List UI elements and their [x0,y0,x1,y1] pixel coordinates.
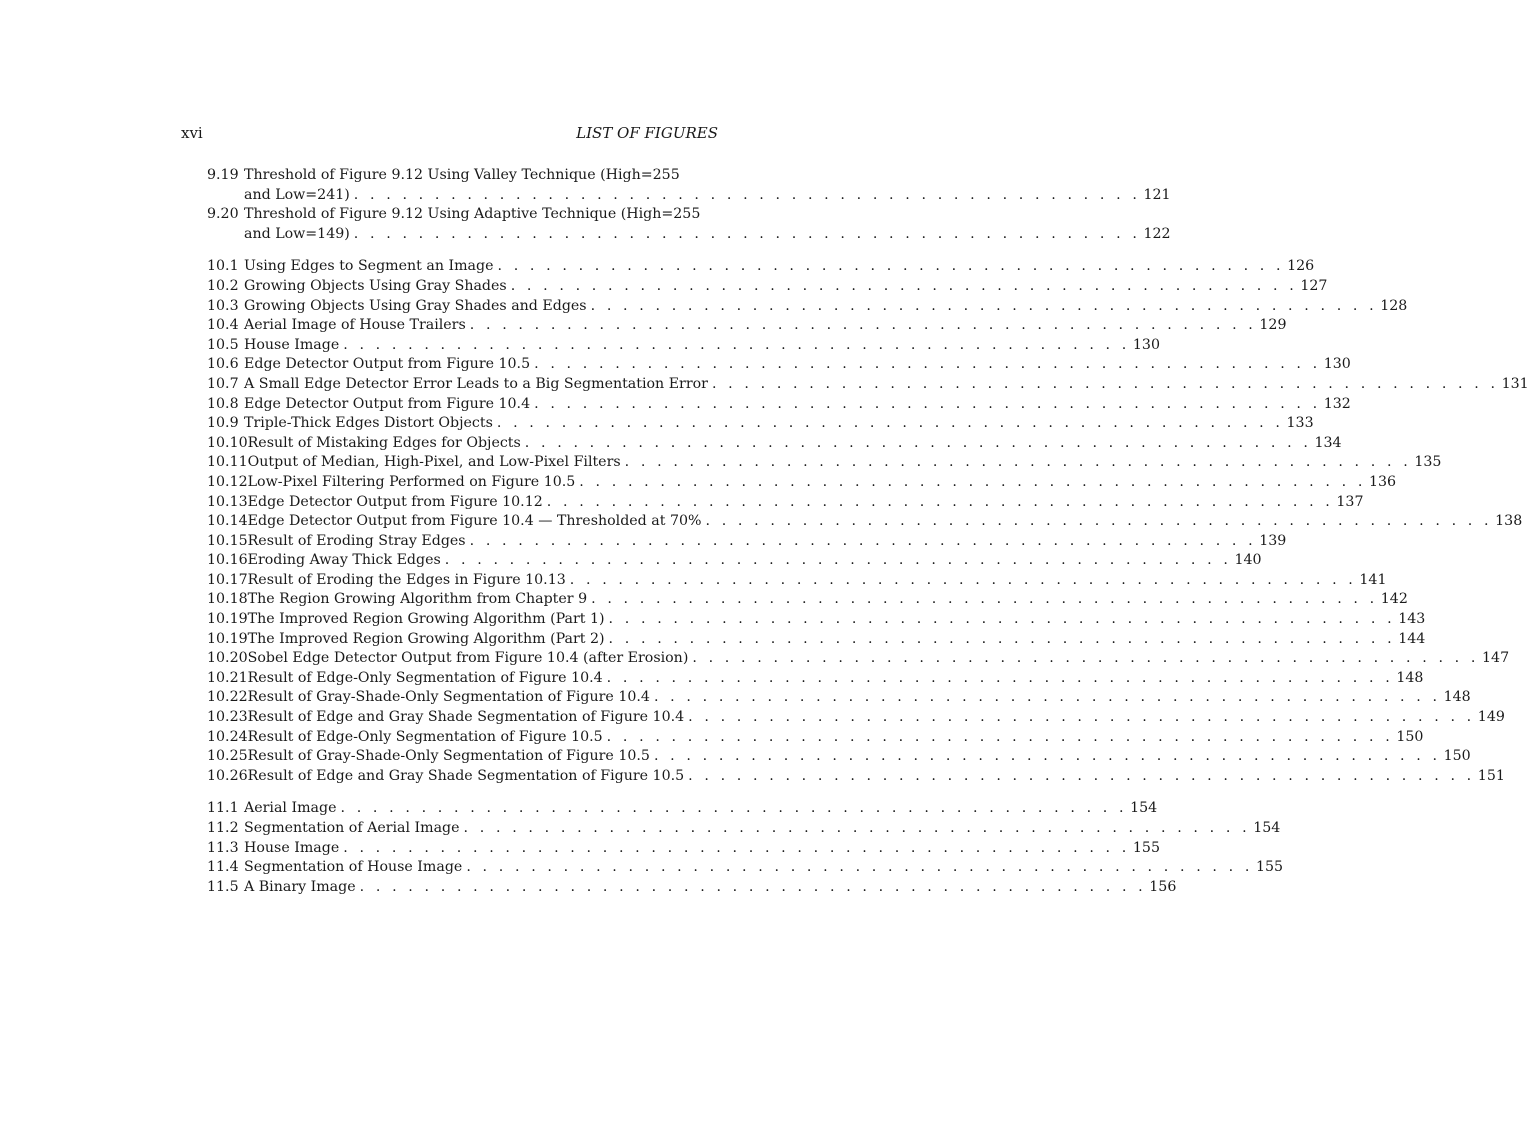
figure-title: Low-Pixel Filtering Performed on Figure 10.5 [247,473,576,490]
leader-dots: . . . . . . . . . . . . . . . . . . . . . . . . . . . . . . . . . . . . . . . . . . . . . . . . . [469,532,1257,549]
figure-page-number: 142 [1380,591,1408,608]
figure-entry-first-line [207,205,717,225]
figure-title-line: Threshold of Figure 9.12 Using Valley Technique (High=255 [244,167,680,183]
figure-title: Edge Detector Output from Figure 10.12 [247,493,543,510]
figure-number: 10.10 [207,434,248,451]
figure-page-number: 132 [1323,395,1351,412]
figure-number: 11.2 [207,820,239,836]
leader-dots: . . . . . . . . . . . . . . . . . . . . . . . . . . . . . . . . . . . . . . . . . . . . . . . . . [688,709,1475,726]
figure-entry[interactable] [207,375,1529,395]
figure-page-number: 121 [1143,186,1171,203]
figure-number: 10.17 [207,571,248,588]
figure-page-number: 148 [1396,669,1424,686]
figure-page-number: 138 [1495,513,1523,530]
figure-entry[interactable] [207,649,1510,669]
figure-title: Sobel Edge Detector Output from Figure 10.4 (after Erosion) [247,650,689,667]
figure-entry-first-line [207,166,717,186]
running-title: LIST OF FIGURES [576,124,718,142]
figure-number: 10.25 [207,748,248,765]
leader-dots: . . . . . . . . . . . . . . . . . . . . . . . . . . . . . . . . . . . . . . . . . . . . . . . . . [466,859,1253,876]
figure-title-line: Threshold of Figure 9.12 Using Adaptive Technique (High=255 [244,206,701,223]
figure-page-number: 150 [1443,748,1471,765]
figure-entry[interactable] [207,551,1262,571]
figure-title: Result of Gray-Shade-Only Segmentation of Figure 10.5 [247,748,650,765]
figure-page-number: 122 [1143,225,1171,242]
leader-dots: . . . . . . . . . . . . . . . . . . . . . . . . . . . . . . . . . . . . . . . . . . . . . . . . . [496,415,1284,432]
figure-number: 10.1 [207,258,239,275]
figure-page-number: 155 [1132,839,1160,856]
leader-dots: . . . . . . . . . . . . . . . . . . . . . . . . . . . . . . . . . . . . . . . . . . . . . . . . . [711,375,1499,392]
figure-page-number: 137 [1336,493,1364,510]
figure-page-number: 131 [1501,375,1529,392]
figure-group [207,257,1529,786]
figure-page-number: 135 [1414,454,1442,471]
figure-number: 10.12 [207,473,248,490]
figure-number: 11.3 [207,839,239,856]
figure-title: Segmentation of House Image [244,859,463,876]
figure-entry[interactable] [207,728,1424,748]
figure-number: 9.19 [207,167,239,183]
figure-title: Result of Eroding the Edges in Figure 10.13 [247,571,566,588]
figure-title: Result of Edge-Only Segmentation of Figure 10.5 [247,728,603,745]
leader-dots: . . . . . . . . . . . . . . . . . . . . . . . . . . . . . . . . . . . . . . . . . . . . . . . . . [653,689,1441,706]
figure-entry[interactable] [207,395,1351,415]
figure-page-number: 143 [1398,611,1426,628]
figure-page-number: 136 [1368,473,1397,490]
figure-page-number: 141 [1359,571,1387,588]
figure-page-number: 150 [1396,728,1424,745]
leader-dots: . . . . . . . . . . . . . . . . . . . . . . . . . . . . . . . . . . . . . . . . . . . . . . . . . [469,317,1257,334]
leader-dots: . . . . . . . . . . . . . . . . . . . . . . . . . . . . . . . . . . . . . . . . . . . . . . . . . [343,336,1130,353]
figure-number: 10.24 [207,728,248,745]
figure-number: 10.23 [207,709,248,726]
figure-entry[interactable] [207,819,1281,839]
figure-number: 10.19 [207,611,248,628]
figure-page-number: 133 [1286,415,1314,432]
figure-entry[interactable] [207,839,1160,859]
leader-dots: . . . . . . . . . . . . . . . . . . . . . . . . . . . . . . . . . . . . . . . . . . . . . . . . . [353,186,1141,203]
figure-number: 10.22 [207,689,248,706]
figure-number: 10.15 [207,532,248,549]
leader-dots: . . . . . . . . . . . . . . . . . . . . . . . . . . . . . . . . . . . . . . . . . . . . . . . . . [534,356,1321,373]
figure-title: Output of Median, High-Pixel, and Low-Pixel Filters [247,454,621,471]
figure-entry[interactable] [207,414,1314,434]
figure-page-number: 155 [1255,859,1284,876]
figure-page-number: 134 [1314,434,1342,451]
figure-number: 10.20 [207,650,248,667]
figure-page-number: 129 [1259,317,1287,334]
leader-dots: . . . . . . . . . . . . . . . . . . . . . . . . . . . . . . . . . . . . . . . . . . . . . . . . . [463,820,1251,836]
figure-entry[interactable] [207,277,1328,297]
figure-page-number: 127 [1300,277,1328,294]
figure-title: Growing Objects Using Gray Shades [244,277,507,294]
figure-entry[interactable] [207,473,1397,493]
figure-title: A Binary Image [244,878,356,895]
figure-number: 11.5 [207,878,239,895]
figure-title: The Improved Region Growing Algorithm (Part 2) [247,630,605,647]
figure-entry[interactable] [207,571,1387,591]
figure-entry[interactable] [207,799,1158,819]
figure-entry[interactable] [207,336,1160,356]
figure-entry[interactable] [207,434,1342,454]
figure-page-number: 149 [1477,709,1505,726]
figure-title: Result of Gray-Shade-Only Segmentation of Figure 10.4 [247,689,650,706]
figure-page-number: 130 [1323,356,1351,373]
leader-dots: . . . . . . . . . . . . . . . . . . . . . . . . . . . . . . . . . . . . . . . . . . . . . . . . . [606,669,1394,686]
figure-number: 10.13 [207,493,248,510]
leader-dots: . . . . . . . . . . . . . . . . . . . . . . . . . . . . . . . . . . . . . . . . . . . . . . . . . [608,630,1396,647]
leader-dots: . . . . . . . . . . . . . . . . . . . . . . . . . . . . . . . . . . . . . . . . . . . . . . . . . [510,277,1298,294]
figure-entry[interactable] [207,878,1177,898]
figure-number: 10.9 [207,415,239,432]
figure-number: 10.2 [207,277,239,294]
figure-number: 10.3 [207,297,239,314]
figure-group [207,799,1284,897]
leader-dots: . . . . . . . . . . . . . . . . . . . . . . . . . . . . . . . . . . . . . . . . . . . . . . . . . [653,748,1441,765]
figure-title: Segmentation of Aerial Image [244,820,460,836]
figure-title: Edge Detector Output from Figure 10.5 [244,356,531,373]
figure-entry[interactable] [207,747,1471,767]
figure-page-number: 144 [1398,630,1426,647]
figure-number: 10.7 [207,375,239,392]
leader-dots: . . . . . . . . . . . . . . . . . . . . . . . . . . . . . . . . . . . . . . . . . . . . . . . . . [590,297,1378,314]
figure-title: Edge Detector Output from Figure 10.4 [244,395,531,412]
figure-number: 10.14 [207,513,248,530]
figure-page-number: 154 [1130,800,1158,817]
figure-title: Aerial Image of House Trailers [244,317,466,334]
figure-page-number: 126 [1287,258,1315,275]
figure-entry[interactable] [207,512,1523,532]
leader-dots: . . . . . . . . . . . . . . . . . . . . . . . . . . . . . . . . . . . . . . . . . . . . . . . . . [497,258,1285,275]
leader-dots: . . . . . . . . . . . . . . . . . . . . . . . . . . . . . . . . . . . . . . . . . . . . . . . . . [444,552,1232,569]
figure-entry[interactable] [207,590,1408,610]
figure-title: Result of Eroding Stray Edges [247,532,466,549]
leader-dots: . . . . . . . . . . . . . . . . . . . . . . . . . . . . . . . . . . . . . . . . . . . . . . . . . [359,878,1147,895]
figure-entry[interactable] [207,708,1505,728]
figure-number: 10.5 [207,336,239,353]
figure-number: 10.21 [207,669,248,686]
leader-dots: . . . . . . . . . . . . . . . . . . . . . . . . . . . . . . . . . . . . . . . . . . . . . . . . . [353,225,1141,242]
figure-number: 11.4 [207,859,239,876]
leader-dots: . . . . . . . . . . . . . . . . . . . . . . . . . . . . . . . . . . . . . . . . . . . . . . . . . [608,611,1396,628]
leader-dots: . . . . . . . . . . . . . . . . . . . . . . . . . . . . . . . . . . . . . . . . . . . . . . . . . [546,493,1334,510]
figure-title: House Image [244,336,340,353]
figure-page-number: 154 [1253,820,1281,836]
figure-page-number: 156 [1149,878,1177,895]
figure-number: 10.26 [207,767,248,784]
figure-title: Result of Mistaking Edges for Objects [247,434,521,451]
figure-page-number: 140 [1234,552,1262,569]
figure-title: House Image [244,839,340,856]
figure-number: 11.1 [207,800,239,817]
figure-title: Result of Edge and Gray Shade Segmentation of Figure 10.5 [247,767,685,784]
figure-title: and Low=241) [244,186,350,203]
figure-entry[interactable] [207,225,1171,245]
figure-entry[interactable] [207,767,1505,787]
leader-dots: . . . . . . . . . . . . . . . . . . . . . . . . . . . . . . . . . . . . . . . . . . . . . . . . . [534,395,1321,412]
figure-page-number: 139 [1259,532,1287,549]
leader-dots: . . . . . . . . . . . . . . . . . . . . . . . . . . . . . . . . . . . . . . . . . . . . . . . . . [591,591,1378,608]
figure-entry[interactable] [207,688,1471,708]
leader-dots: . . . . . . . . . . . . . . . . . . . . . . . . . . . . . . . . . . . . . . . . . . . . . . . . . [705,513,1493,530]
figure-number: 10.11 [207,454,248,471]
figure-entry[interactable] [207,355,1351,375]
figure-page-number: 147 [1482,650,1510,667]
leader-dots: . . . . . . . . . . . . . . . . . . . . . . . . . . . . . . . . . . . . . . . . . . . . . . . . . [692,650,1480,667]
figure-title: Using Edges to Segment an Image [244,258,494,275]
figure-entry[interactable] [207,316,1287,336]
figure-page-number: 151 [1477,767,1505,784]
leader-dots: . . . . . . . . . . . . . . . . . . . . . . . . . . . . . . . . . . . . . . . . . . . . . . . . . [688,767,1475,784]
leader-dots: . . . . . . . . . . . . . . . . . . . . . . . . . . . . . . . . . . . . . . . . . . . . . . . . . [579,473,1366,490]
figure-number: 10.18 [207,591,248,608]
figure-number: 9.20 [207,206,239,223]
figure-number: 10.8 [207,395,239,412]
figure-title: Edge Detector Output from Figure 10.4 — Thresholded at 70% [247,513,702,530]
leader-dots: . . . . . . . . . . . . . . . . . . . . . . . . . . . . . . . . . . . . . . . . . . . . . . . . . [624,454,1412,471]
figure-title: Result of Edge and Gray Shade Segmentation of Figure 10.4 [247,709,685,726]
figure-entry[interactable] [207,669,1424,689]
figure-title: A Small Edge Detector Error Leads to a Big Segmentation Error [244,375,708,392]
figure-page-number: 128 [1380,297,1408,314]
leader-dots: . . . . . . . . . . . . . . . . . . . . . . . . . . . . . . . . . . . . . . . . . . . . . . . . . [606,728,1394,745]
figure-title: Eroding Away Thick Edges [247,552,441,569]
leader-dots: . . . . . . . . . . . . . . . . . . . . . . . . . . . . . . . . . . . . . . . . . . . . . . . . . [569,571,1357,588]
figure-entry[interactable] [207,532,1287,552]
figure-entry[interactable] [207,186,1171,206]
figure-title: Growing Objects Using Gray Shades and Edges [244,297,587,314]
figure-entry[interactable] [207,610,1426,630]
figure-number: 10.19 [207,630,248,647]
figure-number: 10.16 [207,552,248,569]
figure-number: 10.6 [207,356,239,373]
list-of-figures [207,166,1529,897]
leader-dots: . . . . . . . . . . . . . . . . . . . . . . . . . . . . . . . . . . . . . . . . . . . . . . . . . [524,434,1312,451]
leader-dots: . . . . . . . . . . . . . . . . . . . . . . . . . . . . . . . . . . . . . . . . . . . . . . . . . [340,800,1128,817]
figure-page-number: 130 [1132,336,1160,353]
figure-entry[interactable] [207,257,1315,277]
figure-number: 10.4 [207,317,239,334]
figure-page-number: 148 [1443,689,1471,706]
figure-group [207,166,1171,244]
figure-title: The Region Growing Algorithm from Chapter 9 [247,591,588,608]
figure-title: Result of Edge-Only Segmentation of Figure 10.4 [247,669,603,686]
figure-title: Aerial Image [244,800,337,817]
figure-entry[interactable] [207,630,1426,650]
page-number-label: xvi [181,124,203,142]
figure-entry[interactable] [207,493,1364,513]
figure-title: and Low=149) [244,225,350,242]
leader-dots: . . . . . . . . . . . . . . . . . . . . . . . . . . . . . . . . . . . . . . . . . . . . . . . . . [343,839,1130,856]
figure-entry[interactable] [207,858,1284,878]
figure-entry[interactable] [207,453,1442,473]
figure-title: Triple-Thick Edges Distort Objects [244,415,493,432]
figure-entry[interactable] [207,297,1408,317]
figure-title: The Improved Region Growing Algorithm (Part 1) [247,611,605,628]
